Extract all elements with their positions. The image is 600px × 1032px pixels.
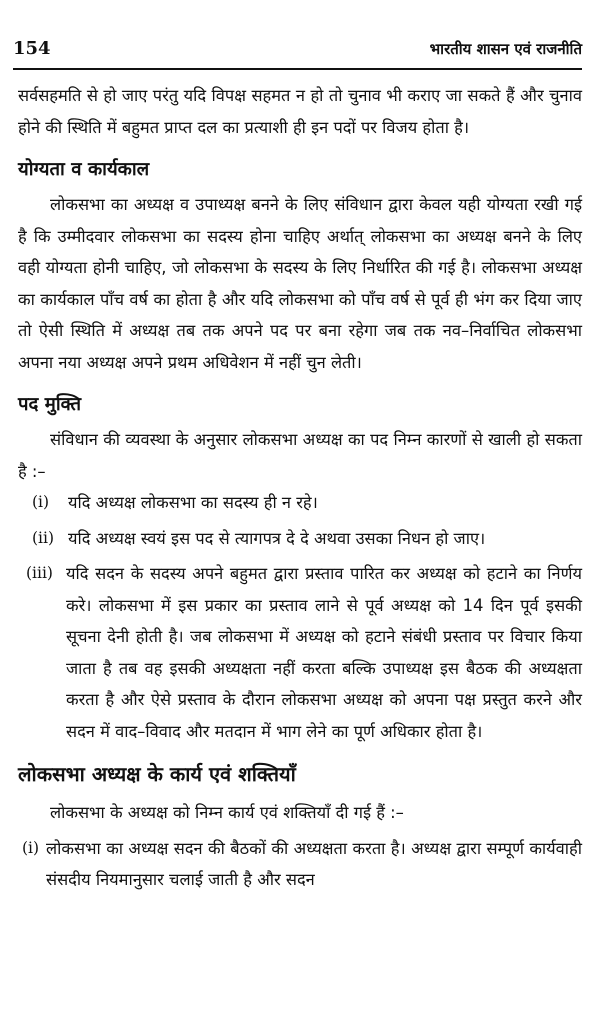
page-number: 154: [13, 38, 51, 59]
section-heading-functions: लोकसभा अध्यक्ष के कार्य एवं शक्तियाँ: [18, 762, 296, 786]
functions-intro: लोकसभा के अध्यक्ष को निम्न कार्य एवं शक्तियाँ दी गई हैं :–: [50, 803, 404, 822]
list-item-text: यदि अध्यक्ष लोकसभा का सदस्य ही न रहे।: [68, 493, 318, 512]
list-item-text: यदि अध्यक्ष स्वयं इस पद से त्यागपत्र दे दे अथवा उसका निधन हो जाए।: [68, 528, 486, 548]
page-body: [18, 80, 582, 896]
list-item: [18, 833, 582, 896]
removal-intro: संविधान की व्यवस्था के अनुसार लोकसभा अध्यक्ष का पद निम्न कारणों से खाली हो सकता है :–: [18, 430, 582, 481]
list-item: [18, 487, 582, 519]
list-marker: (iii): [26, 564, 53, 582]
list-item: [18, 523, 582, 555]
section-heading-qualification: योग्यता व कार्यकाल: [18, 159, 150, 180]
list-item-text: यदि सदन के सदस्य अपने बहुमत द्वारा प्रस्ताव पारित कर अध्यक्ष को हटाने का निर्णय करे। लोकसभा में इस प्रकार का प्रस्ताव लाने से पूर्व अध्यक्ष को 14 दिन पूर्व इसकी सूचना देनी होती है। जब लोकसभा में अध्यक्ष को हटाने संबंधी प्रस्ताव पर विचार किया जाता है तब वह इसकी अध्यक्षता नहीं करता बल्कि उपाध्यक्ष इस बैठक की अध्यक्षता करता है और ऐसे प्रस्ताव के दौरान लोकसभा अध्यक्ष को अपना पक्ष प्रस्तुत करने और सदन में वाद–विवाद और मतदान में भाग लेने का पूर्ण अधिकार होता है।: [66, 564, 582, 741]
list-marker: (ii): [32, 528, 55, 547]
page-header: [13, 36, 582, 70]
qualification-paragraph: लोकसभा का अध्यक्ष व उपाध्यक्ष बनने के लिए संविधान द्वारा केवल यही योग्यता रखी गई है कि उम्मीदवार लोकसभा का सदस्य होना चाहिए अर्थात् लोकसभा का अध्यक्ष बनने के लिए वही योग्यता होनी चाहिए, जो लोकसभा के सदस्य के लिए निर्धारित की गई है। लोकसभा अध्यक्ष का कार्यकाल पाँच वर्ष का होता है और यदि लोकसभा को पाँच वर्ष से पूर्व ही भंग कर दिया जाए तो ऐसी स्थिति में अध्यक्ष तब तक अपने पद पर बना रहेगा जब तक नव–निर्वाचित लोकसभा अपना नया अध्यक्ष अपने प्रथम अधिवेशन में नहीं चुन लेती।: [18, 195, 582, 372]
intro-paragraph: सर्वसहमति से हो जाए परंतु यदि विपक्ष सहमत न हो तो चुनाव भी कराए जा सकते हैं और चुनाव होने की स्थिति में बहुमत प्राप्त दल का प्रत्याशी ही इन पदों पर विजय होता है।: [18, 86, 582, 137]
section-heading-removal: पद मुक्ति: [18, 394, 82, 415]
list-item: [18, 558, 582, 747]
list-marker: (i): [32, 493, 50, 511]
list-item-text: लोकसभा का अध्यक्ष सदन की बैठकों की अध्यक्षता करता है। अध्यक्ष द्वारा सम्पूर्ण कार्यवाही संसदीय नियमानुसार चलाई जाती है और सदन: [46, 838, 582, 889]
running-title: भारतीय शासन एवं राजनीति: [429, 40, 582, 58]
list-marker: (i): [22, 838, 40, 857]
